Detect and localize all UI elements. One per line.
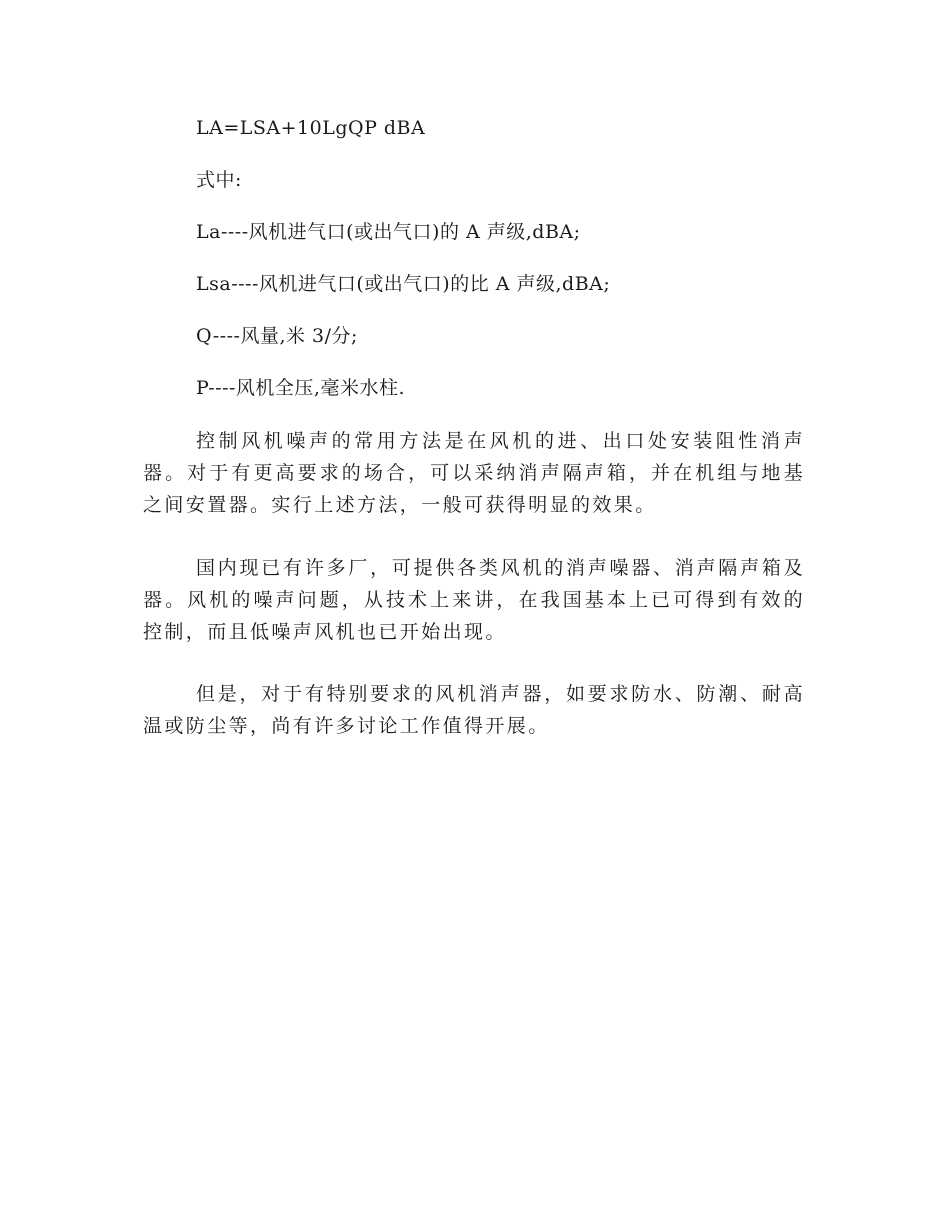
paragraph-special-requirements: 但是，对于有特别要求的风机消声器，如要求防水、防潮、耐高温或防尘等，尚有许多讨论工作值得开展。 — [143, 683, 805, 737]
definition-lsa: Lsa----风机进气口(或出气口)的比 A 声级,dBA; — [196, 273, 611, 295]
definition-q: Q----风量,米 3/分; — [196, 325, 358, 347]
definition-p: P----风机全压,毫米水柱. — [196, 377, 406, 399]
formula-line: LA=LSA+10LgQP dBA — [196, 117, 426, 139]
paragraph-domestic-manufacturers: 国内现已有许多厂，可提供各类风机的消声噪器、消声隔声箱及器。风机的噪声问题，从技术上来讲，在我国基本上已可得到有效的控制，而且低噪声风机也已开始出现。 — [143, 557, 805, 643]
where-label: 式中: — [196, 169, 242, 191]
definition-la: La----风机进气口(或出气口)的 A 声级,dBA; — [196, 221, 581, 243]
paragraph-noise-control: 控制风机噪声的常用方法是在风机的进、出口处安装阻性消声器。对于有更高要求的场合，可以采纳消声隔声箱，并在机组与地基之间安置器。实行上述方法，一般可获得明显的效果。 — [143, 430, 805, 516]
